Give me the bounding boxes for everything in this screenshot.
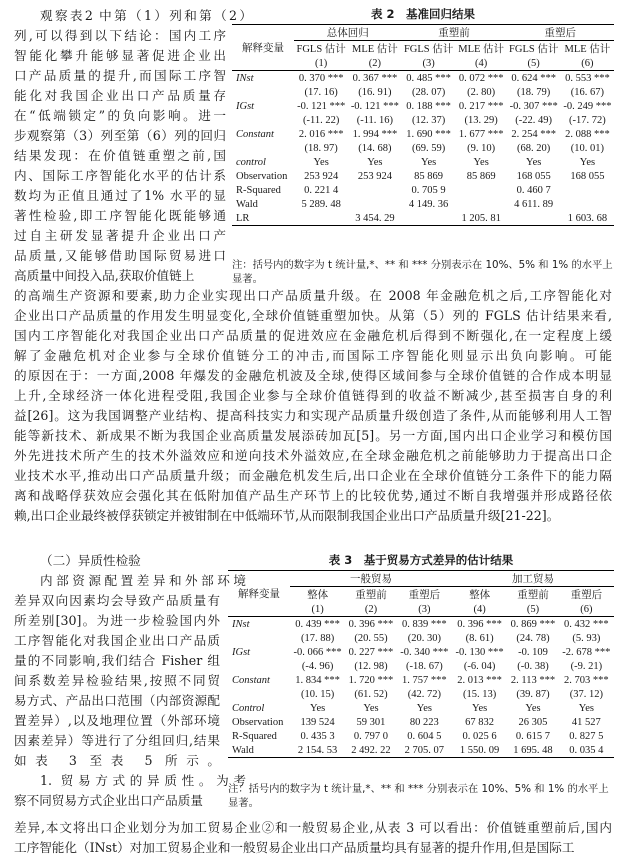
table-row (232, 113, 614, 127)
table2-var-header: 解释变量 (242, 43, 284, 54)
text-line: 能化对我国企业出口产品质量存 (14, 88, 226, 103)
table-cell: (9. 10) (467, 142, 496, 154)
text-line: 差异,本文将出口企业划分为加工贸易企业②和一般贸易企业,从表 3 可以看出：价值链重塑前后,国内 (14, 820, 612, 835)
table-cell: -0. 121 *** (297, 100, 346, 112)
row-label: INst (232, 618, 250, 630)
text-line: 数均为正值且通过了1% 水平的显 (14, 188, 226, 203)
method-header: FGLS 估计 (403, 44, 454, 55)
table-cell: (-6. 04) (463, 660, 496, 672)
text-line: 所差别[30]。为进一步检验国内外 (14, 613, 220, 628)
table-cell: 2. 703 *** (564, 674, 609, 686)
table2-note: 注：括号内的数字为 t 统计量,*、** 和 *** 分别表示在 10%、5% 和 1% 的水平上显著。 (232, 259, 613, 285)
table-cell: 0. 624 *** (511, 72, 556, 84)
table-cell: Yes (578, 702, 594, 714)
table-cell: (20. 30) (407, 632, 441, 644)
table-cell: (39. 87) (516, 688, 550, 700)
table-cell: -0. 121 *** (350, 100, 399, 112)
text-line: 上升,全球经济一体化进程受阻,我国企业参与全球价值链得到的收益不断减少,甚至损害自身的利 (14, 388, 612, 403)
table-cell: 1 550. 09 (459, 744, 500, 756)
table2-caption: 表 2 基准回归结果 (370, 7, 475, 21)
text-line: 如表 3 至表 5 所示。 (14, 753, 220, 768)
table-row (228, 659, 614, 673)
column-number: (5) (527, 57, 540, 69)
table-cell: 4 611. 89 (514, 198, 554, 210)
table-cell: 0. 217 *** (458, 100, 504, 112)
table-row (228, 743, 614, 758)
row-label (228, 659, 290, 673)
column-number: (6) (581, 57, 594, 69)
table-cell: 2. 254 *** (511, 128, 556, 140)
table-cell: Yes (309, 702, 326, 714)
table-cell: (28. 07) (411, 86, 446, 98)
row-label: Wald (236, 198, 258, 210)
table-cell: -0. 130 *** (455, 646, 504, 658)
table-row (228, 687, 614, 701)
table-row (228, 645, 614, 659)
table-cell: -2. 678 *** (562, 646, 611, 658)
table-cell: 1 695. 48 (513, 744, 553, 756)
table-cell: 2. 113 *** (510, 674, 556, 686)
table-cell: 0. 839 *** (402, 618, 447, 630)
table-cell: (-11. 22) (302, 114, 340, 126)
section-heading: （二）异质性检验 (40, 553, 141, 568)
table-cell: (-0. 38) (517, 660, 549, 672)
table-cell: 0. 553 *** (565, 72, 610, 84)
table-cell: 0. 227 *** (348, 646, 394, 658)
row-label: R-Squared (236, 184, 281, 196)
table-cell: 139 524 (300, 716, 335, 728)
table-cell (348, 197, 401, 211)
method-header: 整体 (469, 590, 491, 601)
table-cell: (69. 59) (411, 142, 446, 154)
column-number: (6) (580, 603, 593, 615)
table-row (232, 155, 614, 169)
table-cell: 0. 188 *** (406, 100, 451, 112)
table3-group: 加工贸易 (452, 571, 614, 587)
text-line: 品质量,又能够借助国际贸易进口 (14, 248, 226, 263)
table-cell: (-4. 96) (301, 660, 334, 672)
column-number: (1) (315, 57, 328, 69)
row-label (232, 113, 294, 127)
table2-group: 总体回归 (294, 25, 401, 41)
text-line: 察不同贸易方式企业出口产品质量 (14, 793, 203, 808)
table-cell: 2. 088 *** (565, 128, 610, 140)
table-cell: 1. 994 *** (352, 128, 398, 140)
table-cell: 85 869 (414, 170, 444, 182)
table-cell: 0. 432 *** (564, 618, 609, 630)
table-cell (401, 211, 455, 226)
table-cell: 1. 757 *** (402, 674, 447, 686)
table-cell: 0. 396 *** (457, 618, 502, 630)
row-label (232, 85, 294, 99)
text-line: 口产品质量的提升,而国际工序智 (14, 68, 226, 83)
column-number: (4) (473, 603, 486, 615)
table-row (228, 729, 614, 743)
row-label (228, 631, 290, 645)
table-cell: 0. 396 *** (348, 618, 394, 630)
table-row (228, 673, 614, 687)
table-cell: 1 603. 68 (567, 212, 608, 224)
table-cell: Yes (367, 156, 383, 168)
table-cell: 0. 439 *** (295, 618, 340, 630)
table-cell: (2. 80) (467, 86, 496, 98)
method-header: 重塑后 (408, 590, 441, 601)
table-cell: Yes (416, 702, 432, 714)
table-cell: 253 924 (357, 170, 392, 182)
row-label: Constant (236, 128, 274, 140)
table-cell: 0. 460 7 (516, 184, 551, 196)
table-cell: 0. 485 *** (406, 72, 451, 84)
table-cell: (12. 98) (354, 660, 388, 672)
row-label: INst (236, 72, 254, 84)
row-label: control (236, 156, 266, 168)
table-cell: (12. 37) (411, 114, 446, 126)
text-line: 过自主研发显著提升企业出口产 (14, 228, 226, 243)
table3-note: 注：括号内的数字为 t 统计量,*、** 和 *** 分别表示在 10%、5% 和 1% 的水平上显著。 (228, 783, 609, 809)
table-cell: 0. 827 5 (569, 730, 604, 742)
table-cell: (-17. 72) (569, 114, 606, 126)
table-row (228, 701, 614, 715)
method-header: 重塑前 (517, 590, 549, 601)
table-cell: 0. 604 5 (407, 730, 442, 742)
method-header: FGLS 估计 (509, 44, 559, 55)
table-row (232, 71, 614, 86)
table-cell: (-18. 67) (405, 660, 443, 672)
row-label (232, 141, 294, 155)
table-cell: -0. 307 *** (509, 100, 558, 112)
table-row (228, 631, 614, 645)
table-cell: 26 305 (518, 716, 548, 728)
table-cell: (13. 29) (464, 114, 498, 126)
table-cell: Yes (579, 156, 596, 168)
column-number: (3) (422, 57, 435, 69)
method-header: 重塑后 (570, 590, 603, 601)
table-cell: (17. 88) (300, 632, 335, 644)
table-cell: 0. 367 *** (352, 72, 398, 84)
text-line: 的高端生产资源和要素,助力企业实现出口产品质量升级。在 2008 年金融危机之后,工序智能化对 (14, 288, 612, 303)
table-cell: (18. 79) (517, 86, 551, 98)
table-cell: 168 055 (516, 170, 551, 182)
table-cell (348, 183, 401, 197)
table-cell: -0. 109 (518, 646, 548, 658)
table-cell: (-9. 21) (570, 660, 603, 672)
text-line: 赖,出口企业最终被俘获锁定并被钳制在中低端环节,从而限制我国企业出口产品质量升级[21-22]。 (14, 508, 560, 523)
table-cell: (16. 91) (358, 86, 392, 98)
text-line: 离和战略俘获效应会强化其在低附加值产品生产环节上的比较优势,通过不断自我增强并形成路径依 (14, 488, 612, 503)
table-cell: 1. 677 *** (458, 128, 504, 140)
table-cell: (20. 55) (354, 632, 388, 644)
text-line: 置差异）,以及地理位置（外部环境 (14, 713, 220, 728)
method-header: FGLS 估计 (296, 44, 346, 55)
table-cell: 1. 690 *** (406, 128, 451, 140)
table-cell: 0. 869 *** (510, 618, 556, 630)
table-cell: 1. 720 *** (348, 674, 394, 686)
table-row (232, 99, 614, 113)
row-label: R-Squared (232, 730, 277, 742)
table-cell: 168 055 (570, 170, 605, 182)
table-row (232, 169, 614, 183)
row-label: Wald (232, 744, 254, 756)
table-row (232, 183, 614, 197)
table-cell: Yes (420, 156, 437, 168)
table-cell: Yes (526, 156, 542, 168)
text-line: 外先进技术所产生的技术外溢效应和逆向技术外溢效应,在全球金融危机之前能够助力于提高出口企 (14, 448, 612, 463)
table-cell: 2 492. 22 (351, 744, 391, 756)
table-cell: 253 924 (304, 170, 339, 182)
table-cell: Yes (313, 156, 329, 168)
method-header: MLE 估计 (351, 44, 398, 55)
table-cell: (5. 93) (572, 632, 601, 644)
text-line: 工序智能化（INst）对加工贸易企业和一般贸易企业出口产品质量均具有显著的提升作用,但是国际工 (14, 840, 575, 855)
table-cell: (24. 78) (516, 632, 550, 644)
text-line: 高质量中间投入品,获取价值链上 (14, 268, 195, 283)
column-number: (4) (475, 57, 488, 69)
table3-group: 一般贸易 (290, 571, 452, 587)
table-cell: 0. 705 9 (411, 184, 446, 196)
text-line: 量的不同影响,我们结合 Fisher 组 (14, 653, 220, 668)
table-cell: 0. 221 4 (304, 184, 339, 196)
table-cell: 1. 834 *** (295, 674, 340, 686)
table-cell: (10. 01) (570, 142, 605, 154)
table-cell: (37. 12) (569, 688, 603, 700)
table-cell: (42. 72) (407, 688, 441, 700)
text-line: 1. 贸易方式的异质性。为考 (40, 773, 246, 788)
table-cell: 80 223 (409, 716, 439, 728)
table3-caption: 表 3 基于贸易方式差异的估计结果 (328, 553, 514, 567)
row-label: LR (236, 212, 250, 224)
table-cell: (14. 68) (358, 142, 392, 154)
text-line: 业技术水平,推动出口产品质量升级；而金融危机发生后,出口企业在全球价值链分工条件下的能力隔 (14, 468, 612, 483)
row-label: IGst (232, 646, 251, 658)
table-row (232, 141, 614, 155)
table-cell: Yes (525, 702, 541, 714)
column-number: (5) (526, 603, 540, 615)
table-row (232, 197, 614, 211)
text-line: 企业出口产品质量的作用发生明显变化,全球价值链重塑加快。从第（5）列的 FGLS 估计结果来看, (14, 308, 612, 323)
table2-group: 重塑后 (507, 25, 614, 41)
table-cell: 4 149. 36 (408, 198, 449, 210)
text-line: 解了金融危机对企业参与全球价值链分工的冲击,而国际工序智能化则显示出负向影响。可能 (14, 348, 612, 363)
table-cell: (18. 97) (304, 142, 338, 154)
text-line: 步观察第（3）列至第（6）列的回归 (14, 128, 226, 143)
table-row (228, 617, 614, 632)
text-line: 因素差异）等进行了分组回归,结果 (14, 733, 220, 748)
table-row (232, 85, 614, 99)
text-line: 间系数差异检验结果,按照不同贸 (14, 673, 220, 688)
table-row (228, 715, 614, 729)
column-number: (2) (368, 57, 381, 69)
table-cell: (61. 52) (354, 688, 388, 700)
text-line: 益[26]。这为我国调整产业结构、提高科技实力和实现产品质量升级创造了条件,从而能够利用人工智 (14, 408, 612, 423)
table-cell (507, 211, 561, 226)
table-cell: 5 289. 48 (301, 198, 341, 210)
table-cell: 0. 615 7 (515, 730, 551, 742)
table-cell: (10. 15) (300, 688, 335, 700)
row-label (228, 687, 290, 701)
text-line: 差异双向因素均会导致产品质量有 (14, 593, 220, 608)
table2-group: 重塑前 (401, 25, 506, 41)
table-cell: 85 869 (466, 170, 496, 182)
table-cell: 0. 035 4 (569, 744, 604, 756)
text-line: 列,可以得到以下结论：国内工序 (14, 28, 226, 43)
table-cell: Yes (473, 156, 489, 168)
table-cell: (17. 16) (304, 86, 338, 98)
table-cell: Yes (471, 702, 488, 714)
method-header: 整体 (307, 590, 329, 601)
row-label: Control (232, 702, 265, 714)
row-label: Observation (232, 716, 284, 728)
text-line: 易方式、产品出口范围（内部资源配 (14, 693, 220, 708)
table-cell (294, 211, 348, 226)
table-cell: (8. 61) (465, 632, 494, 644)
text-line: 内部资源配置差异和外部环境 (40, 573, 246, 588)
table-cell: (15. 13) (462, 688, 497, 700)
table-cell: (-22. 49) (515, 114, 553, 126)
column-number: (1) (311, 603, 324, 615)
table-cell: 67 832 (465, 716, 495, 728)
text-line: 著性检验,即工序智能化既能够通 (14, 208, 226, 223)
text-line: 在“低端锁定”的负向影响。进一 (14, 108, 226, 123)
method-header: MLE 估计 (564, 44, 611, 55)
row-label: Constant (232, 674, 270, 686)
table2 (232, 24, 614, 226)
column-number: (3) (418, 603, 431, 615)
text-line: 国内工序智能化对我国企业出口产品质量的促进效应在金融危机后得到不断强化,在一定程度上缓 (14, 328, 612, 343)
column-number: (2) (364, 603, 378, 615)
table-cell: 2 705. 07 (404, 744, 445, 756)
table-cell: (16. 67) (570, 86, 605, 98)
table-cell: 2 154. 53 (297, 744, 338, 756)
table3-var-header: 解释变量 (238, 589, 280, 600)
table-cell: Yes (363, 702, 379, 714)
table-cell: -0. 340 *** (400, 646, 449, 658)
text-line: 内、国际工序智能化水平的估计系 (14, 168, 226, 183)
text-line: 的原因在于：一方面,2008 年爆发的金融危机波及全球,使得区域间参与全球价值链的合作成本明显 (14, 368, 612, 383)
table-cell: 59 301 (356, 716, 386, 728)
table-cell: 0. 797 0 (353, 730, 389, 742)
table-cell (561, 197, 614, 211)
table-cell: 0. 072 *** (458, 72, 504, 84)
table-row (232, 211, 614, 226)
table-cell (456, 197, 507, 211)
table-cell: 0. 025 6 (462, 730, 497, 742)
table-cell (456, 183, 507, 197)
table-cell: -0. 249 *** (563, 100, 612, 112)
text-line: 结果发现：在价值链重塑之前,国 (14, 148, 226, 163)
text-line: 智能化攀升能够显著促进企业出 (14, 48, 226, 63)
table-cell: 0. 435 3 (300, 730, 335, 742)
row-label: Observation (236, 170, 288, 182)
table-cell (561, 183, 614, 197)
table-cell: 1 205. 81 (461, 212, 501, 224)
row-label: IGst (236, 100, 255, 112)
method-header: 重塑前 (355, 590, 387, 601)
table-cell: (-11. 16) (356, 114, 394, 126)
table-cell: 3 454. 29 (355, 212, 395, 224)
table3 (228, 570, 614, 758)
table-cell: 2. 016 *** (298, 128, 344, 140)
method-header: MLE 估计 (458, 44, 505, 55)
text-line: 工序智能化对我国企业出口产品质 (14, 633, 220, 648)
table-cell: (68. 20) (517, 142, 551, 154)
table-cell: 2. 013 *** (457, 674, 502, 686)
table-cell: -0. 066 *** (293, 646, 342, 658)
text-line: 观察表2 中第（1）列和第（2） (40, 8, 252, 23)
table-row (232, 127, 614, 141)
table-cell: 41 527 (571, 716, 601, 728)
text-line: 能等新技术、新成果不断为我国企业高质量发展添砖加瓦[5]。另一方面,国内出口企业学习和模仿国 (14, 428, 612, 443)
table-cell: 0. 370 *** (298, 72, 344, 84)
